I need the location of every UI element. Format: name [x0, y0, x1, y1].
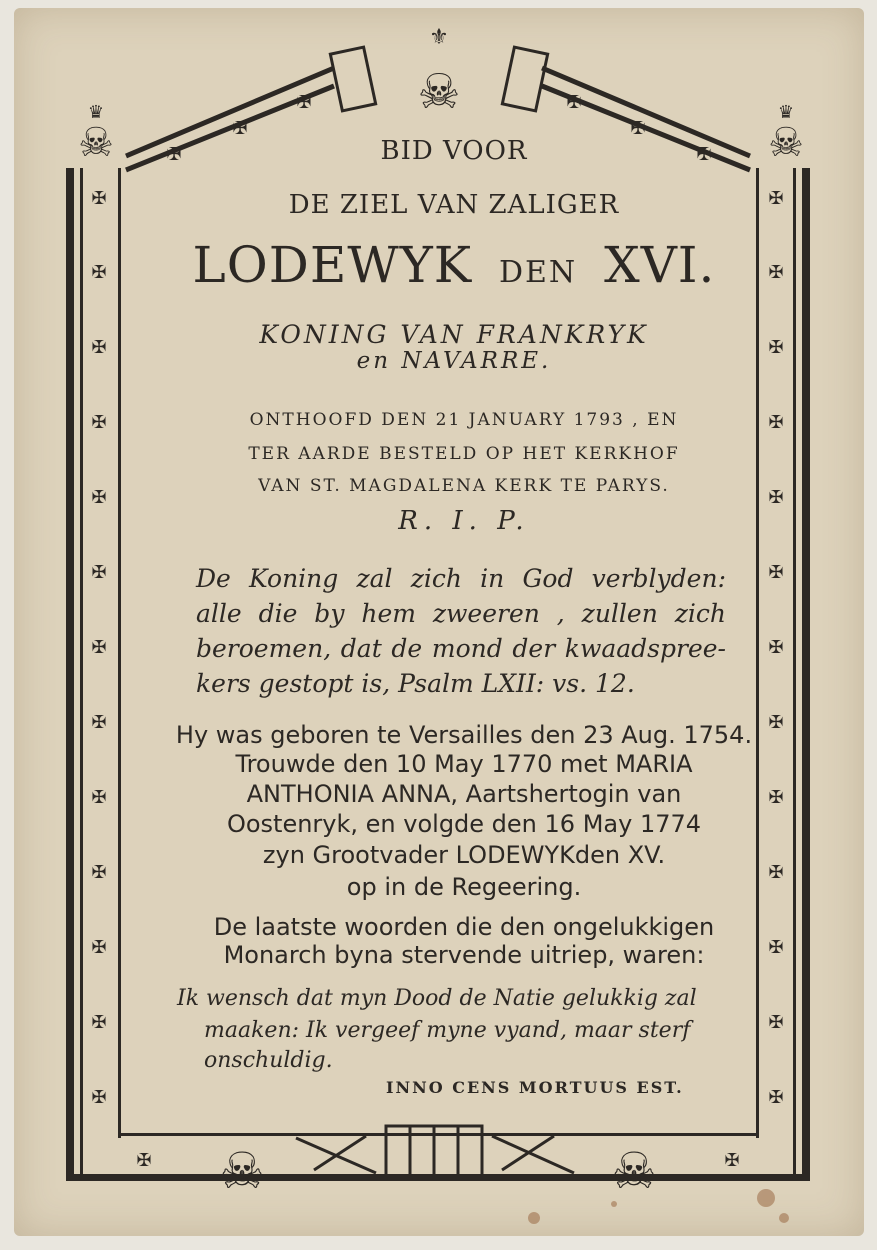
maltese-cross-icon: ✠: [91, 562, 107, 583]
crown-skull-icon: ♛: [87, 102, 105, 123]
caps-line-1: ONTHOOFD DEN 21 JANUARY 1793 , EN: [249, 410, 679, 430]
signoff-text: INNO CENS MORTUUS EST.: [386, 1078, 684, 1097]
skull-crossbones-icon: ☠: [219, 1142, 265, 1200]
maltese-cross-icon: ✠: [630, 118, 646, 139]
bio-line: ANTHONIA ANNA, Aartshertogin van: [246, 780, 682, 808]
psalm-line: De Koning zal zich in God verblyden:: [196, 564, 726, 593]
title-line-2: en NAVARRE.: [356, 348, 552, 374]
maltese-cross-icon: ✠: [768, 1012, 784, 1033]
skull-crossbones-icon: ☠: [78, 120, 114, 166]
maltese-cross-icon: ✠: [566, 92, 582, 113]
rip-text: R. I. P.: [398, 506, 530, 536]
maltese-cross-icon: ✠: [91, 712, 107, 733]
maltese-cross-icon: ✠: [768, 712, 784, 733]
caps-line-2: TER AARDE BESTELD OP HET KERKHOF: [248, 444, 680, 464]
heading-line-1: BID VOOR: [380, 136, 528, 166]
bio-line: op in de Regeering.: [346, 873, 582, 901]
fleur-de-lis-icon: ⚜: [429, 25, 449, 50]
last-words-line: onschuldig.: [204, 1048, 333, 1073]
maltese-cross-icon: ✠: [232, 118, 248, 139]
maltese-cross-icon: ✠: [136, 1150, 152, 1171]
maltese-cross-icon: ✠: [91, 637, 107, 658]
maltese-cross-icon: ✠: [768, 188, 784, 209]
crown-skull-icon: ♛: [777, 102, 795, 123]
maltese-cross-icon: ✠: [296, 92, 312, 113]
title-line-1: KONING VAN FRANKRYK: [259, 320, 649, 349]
bio-line: Hy was geboren te Versailles den 23 Aug. 1754.: [175, 721, 753, 749]
maltese-cross-icon: ✠: [91, 188, 107, 209]
king-name-main: LODEWYK: [192, 236, 473, 294]
bio-line: Trouwde den 10 May 1770 met MARIA: [235, 750, 693, 778]
memorial-card: [14, 8, 864, 1236]
king-name: [164, 236, 744, 294]
psalm-line: beroemen, dat de mond der kwaadspree-: [196, 634, 726, 663]
maltese-cross-icon: ✠: [768, 937, 784, 958]
heading-line-2: DE ZIEL VAN ZALIGER: [288, 190, 620, 220]
bio-line: Oostenryk, en volgde den 16 May 1774: [226, 810, 702, 838]
maltese-cross-icon: ✠: [724, 1150, 740, 1171]
skull-crossbones-icon: ☠: [417, 64, 461, 120]
caps-line-3: VAN ST. MAGDALENA KERK TE PARYS.: [258, 476, 670, 496]
maltese-cross-icon: ✠: [91, 937, 107, 958]
king-name-den: DEN: [498, 255, 578, 290]
maltese-cross-icon: ✠: [768, 337, 784, 358]
maltese-cross-icon: ✠: [91, 1012, 107, 1033]
maltese-cross-icon: ✠: [91, 487, 107, 508]
maltese-cross-icon: ✠: [768, 262, 784, 283]
maltese-cross-icon: ✠: [91, 1087, 107, 1108]
skull-crossbones-icon: ☠: [611, 1142, 657, 1200]
maltese-cross-icon: ✠: [91, 337, 107, 358]
maltese-cross-icon: ✠: [768, 1087, 784, 1108]
maltese-cross-icon: ✠: [768, 637, 784, 658]
maltese-cross-icon: ✠: [91, 862, 107, 883]
psalm-line: kers gestopt is, Psalm LXII: vs. 12.: [196, 669, 635, 698]
last-words-line: maaken: Ik vergeef myne vyand, maar sterf: [204, 1018, 691, 1043]
bio-line: Monarch byna stervende uitriep, waren:: [223, 941, 705, 969]
skull-crossbones-icon: ☠: [768, 120, 804, 166]
bio-line: zyn Grootvader LODEWYKden XV.: [262, 841, 666, 869]
king-name-number: XVI.: [604, 236, 716, 294]
psalm-line: alle die by hem zweeren , zullen zich: [196, 599, 726, 628]
maltese-cross-icon: ✠: [768, 487, 784, 508]
maltese-cross-icon: ✠: [768, 787, 784, 808]
maltese-cross-icon: ✠: [91, 787, 107, 808]
maltese-cross-icon: ✠: [91, 412, 107, 433]
bio-line: De laatste woorden die den ongelukkigen: [213, 913, 715, 941]
maltese-cross-icon: ✠: [696, 144, 712, 165]
maltese-cross-icon: ✠: [166, 144, 182, 165]
maltese-cross-icon: ✠: [768, 862, 784, 883]
maltese-cross-icon: ✠: [768, 412, 784, 433]
maltese-cross-icon: ✠: [91, 262, 107, 283]
maltese-cross-icon: ✠: [768, 562, 784, 583]
last-words-line: Ik wensch dat myn Dood de Natie gelukkig zal: [177, 986, 697, 1011]
